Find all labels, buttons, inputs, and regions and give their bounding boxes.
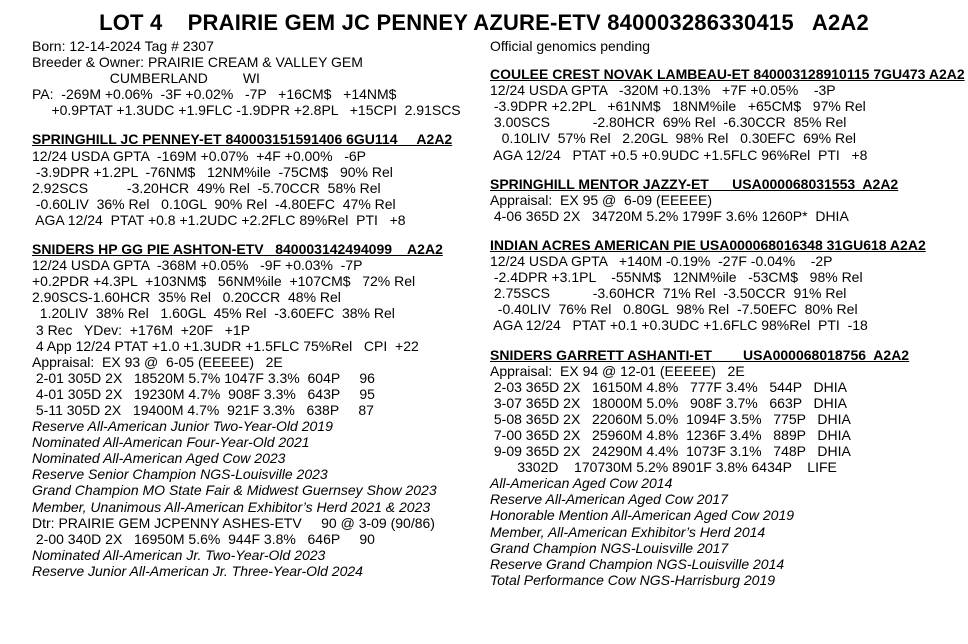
sire-line: -0.60LIV 36% Rel 0.10GL 90% Rel -4.80EFC 47% Rel (32, 195, 396, 212)
granddam-award: Total Performance Cow NGS-Harrisburg 2019 (490, 571, 776, 588)
dam-line: Appraisal: EX 93 @ 6-05 (EEEEE) 2E (32, 353, 283, 370)
dam-line: 1.20LIV 38% Rel 1.60GL 45% Rel -3.60EFC 38% Rel (32, 305, 395, 322)
pa-line: PA: -269M +0.06% -3F +0.02% -7P +16CM$ +14NM$ (32, 86, 397, 103)
granddam-line: 5-08 365D 2X 22060M 5.0% 1094F 3.5% 775P DHIA (490, 410, 851, 427)
granddam-header: SNIDERS GARRETT ASHANTI-ET USA000068018756 A2A2 (490, 346, 910, 363)
dam-award: Member, Unanimous All-American Exhibitor’s Herd 2021 & 2023 (32, 498, 431, 515)
dam-award: Nominated All-American Aged Cow 2023 (32, 450, 286, 467)
sire-line: 12/24 USDA GPTA -169M +0.07% +4F +0.00% -6P (32, 147, 366, 164)
granddam-line: 7-00 365D 2X 25960M 4.8% 1236F 3.4% 889P DHIA (490, 426, 851, 443)
born-line: Born: 12-14-2024 Tag # 2307 (32, 38, 214, 54)
daughter-award: Nominated All-American Jr. Two-Year-Old 2023 (32, 546, 326, 563)
mgs-line: 12/24 USDA GPTA -320M +0.13% +7F +0.05% -3P (490, 82, 836, 99)
dam-line: 2-01 305D 2X 18520M 5.7% 1047F 3.3% 604P 96 (32, 369, 375, 386)
dam-award: Reserve Senior Champion NGS-Louisville 2023 (32, 466, 328, 483)
daughter-award: Reserve Junior All-American Jr. Three-Year-Old 2024 (32, 562, 363, 579)
granddam-award: All-American Aged Cow 2014 (490, 475, 673, 492)
dam-line: 5-11 305D 2X 19400M 4.7% 921F 3.3% 638P 87 (32, 401, 374, 418)
dam-line: +0.2PDR +4.3PL +103NM$ 56NM%ile +107CM$ 72% Rel (32, 273, 416, 290)
granddam-line: 3-07 365D 2X 18000M 5.0% 908F 3.7% 663P DHIA (490, 394, 847, 411)
dam-sire-mother-header: SPRINGHILL MENTOR JAZZY-ET USA000068031553 A2A2 (490, 175, 899, 192)
left-column (32, 38, 482, 579)
mgs-line: -3.9DPR +2.2PL +61NM$ 18NM%ile +65CM$ 97% Rel (490, 98, 866, 115)
dam-line: 3 Rec YDev: +176M +20F +1P (32, 321, 251, 338)
granddam-sire-header: INDIAN ACRES AMERICAN PIE USA000068016348 31GU618 A2A2 (490, 236, 926, 253)
dam-award: Reserve All-American Junior Two-Year-Old 2019 (32, 418, 333, 435)
location-line: CUMBERLAND WI (32, 70, 260, 87)
breeder-line: Breeder & Owner: PRAIRIE CREAM & VALLEY GEM (32, 54, 363, 71)
granddam-sire-line: 2.75SCS -3.60HCR 71% Rel -3.50CCR 91% Rel (490, 285, 847, 302)
mgs-line: AGA 12/24 PTAT +0.5 +0.9UDC +1.5FLC 96%Rel PTI +8 (490, 146, 868, 163)
page-title: LOT 4 PRAIRIE GEM JC PENNEY AZURE-ETV 840003286330415 A2A2 (99, 10, 869, 35)
sire-line: AGA 12/24 PTAT +0.8 +1.2UDC +2.2FLC 89%Rel PTI +8 (32, 211, 406, 228)
sire-line: -3.9DPR +1.2PL -76NM$ 12NM%ile -75CM$ 90% Rel (32, 163, 393, 180)
dam-sire-mother-line: Appraisal: EX 95 @ 6-09 (EEEEE) (490, 191, 712, 208)
dam-header: SNIDERS HP GG PIE ASHTON-ETV 840003142494099 A2A2 (32, 241, 443, 258)
mgs-header: COULEE CREST NOVAK LAMBEAU-ET 840003128910115 7GU473 A2A2 (490, 66, 965, 83)
dam-award: Nominated All-American Four-Year-Old 2021 (32, 434, 310, 451)
sire-header: SPRINGHILL JC PENNEY-ET 840003151591406 6GU114 A2A2 (32, 131, 453, 148)
right-column (490, 38, 965, 588)
granddam-line: 2-03 365D 2X 16150M 4.8% 777F 3.4% 544P DHIA (490, 378, 847, 395)
dam-line: 4-01 305D 2X 19230M 4.7% 908F 3.3% 643P 95 (32, 385, 375, 402)
dam-sire-mother-line: 4-06 365D 2X 34720M 5.2% 1799F 3.6% 1260P* DHIA (490, 207, 849, 224)
daughter-line: Dtr: PRAIRIE GEM JCPENNY ASHES-ETV 90 @ 3-09 (90/86) (32, 514, 435, 531)
granddam-line: 3302D 170730M 5.2% 8901F 3.8% 6434P LIFE (490, 459, 837, 476)
genomics-note: Official genomics pending (490, 38, 651, 54)
granddam-sire-line: -2.4DPR +3.1PL -55NM$ 12NM%ile -53CM$ 98% Rel (490, 269, 863, 286)
granddam-award: Reserve All-American Aged Cow 2017 (490, 491, 728, 508)
granddam-sire-line: 12/24 USDA GPTA +140M -0.19% -27F -0.04% -2P (490, 253, 833, 270)
dam-line: 12/24 USDA GPTA -368M +0.05% -9F +0.03% -7P (32, 257, 363, 274)
granddam-line: Appraisal: EX 94 @ 12-01 (EEEEE) 2E (490, 362, 745, 379)
granddam-award: Honorable Mention All-American Aged Cow 2019 (490, 507, 795, 524)
mgs-line: 0.10LIV 57% Rel 2.20GL 98% Rel 0.30EFC 69% Rel (490, 130, 857, 147)
mgs-line: 3.00SCS -2.80HCR 69% Rel -6.30CCR 85% Rel (490, 114, 847, 131)
dam-line: 4 App 12/24 PTAT +1.0 +1.3UDR +1.5FLC 75%Rel CPI +22 (32, 337, 419, 354)
granddam-sire-line: -0.40LIV 76% Rel 0.80GL 98% Rel -7.50EFC 80% Rel (490, 301, 858, 318)
dam-award: Grand Champion MO State Fair & Midwest Guernsey Show 2023 (32, 482, 437, 499)
pa-line: +0.9PTAT +1.3UDC +1.9FLC -1.9DPR +2.8PL +15CPI 2.91SCS (32, 102, 461, 119)
dam-line: 2.90SCS-1.60HCR 35% Rel 0.20CCR 48% Rel (32, 289, 341, 306)
granddam-award: Reserve Grand Champion NGS-Louisville 2014 (490, 555, 785, 572)
sire-line: 2.92SCS -3.20HCR 49% Rel -5.70CCR 58% Rel (32, 179, 381, 196)
granddam-line: 9-09 365D 2X 24290M 4.4% 1073F 3.1% 748P DHIA (490, 443, 851, 460)
daughter-line: 2-00 340D 2X 16950M 5.6% 944F 3.8% 646P 90 (32, 530, 375, 547)
granddam-award: Grand Champion NGS-Louisville 2017 (490, 539, 729, 556)
granddam-award: Member, All-American Exhibitor’s Herd 2014 (490, 523, 766, 540)
granddam-sire-line: AGA 12/24 PTAT +0.1 +0.3UDC +1.6FLC 98%Rel PTI -18 (490, 317, 868, 334)
